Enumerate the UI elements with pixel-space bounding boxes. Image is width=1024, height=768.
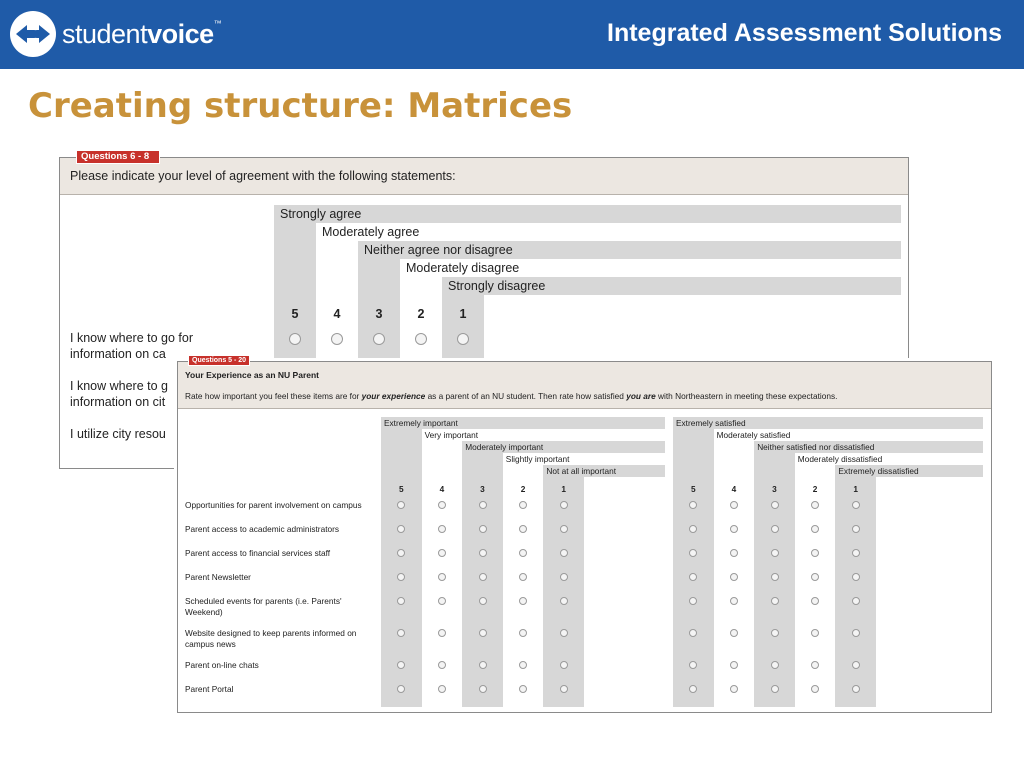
scale-label-2: Moderately dissatisfied bbox=[795, 453, 983, 465]
statement-label bbox=[185, 684, 380, 695]
rating-radio-2[interactable] bbox=[811, 501, 819, 509]
scale-label-3: Neither satisfied nor dissatisfied bbox=[754, 441, 983, 453]
rating-radio-1[interactable] bbox=[852, 685, 860, 693]
rating-radio-2[interactable] bbox=[519, 685, 527, 693]
scale-label-1: Strongly disagree bbox=[442, 277, 901, 295]
question-range-tag: Questions 5 - 20 bbox=[188, 355, 250, 366]
scale-number-1: 1 bbox=[459, 307, 467, 321]
header-banner bbox=[0, 0, 1024, 69]
rating-radio-4[interactable] bbox=[730, 501, 738, 509]
rating-radio-2[interactable] bbox=[415, 333, 427, 345]
scale-label-3: Neither agree nor disagree bbox=[358, 241, 901, 259]
rating-radio-1[interactable] bbox=[560, 549, 568, 557]
rating-radio-4[interactable] bbox=[438, 573, 446, 581]
rating-radio-3[interactable] bbox=[771, 661, 779, 669]
statement-line-1: Website designed to keep parents informed on bbox=[185, 628, 357, 638]
rating-radio-1[interactable] bbox=[560, 597, 568, 605]
rating-radio-3[interactable] bbox=[479, 549, 487, 557]
scale-number-3: 3 bbox=[772, 484, 777, 494]
rating-radio-1[interactable] bbox=[852, 549, 860, 557]
rating-radio-3[interactable] bbox=[479, 629, 487, 637]
rating-radio-4[interactable] bbox=[438, 525, 446, 533]
rating-radio-2[interactable] bbox=[519, 597, 527, 605]
scale-label-2: Slightly important bbox=[503, 453, 665, 465]
statement-line-1: Parent access to financial services staff bbox=[185, 548, 331, 558]
scale-label-1: Extremely dissatisfied bbox=[835, 465, 983, 477]
scale-number-5: 5 bbox=[291, 307, 299, 321]
survey-panel-experience bbox=[177, 361, 992, 713]
rating-radio-2[interactable] bbox=[811, 685, 819, 693]
rating-radio-2[interactable] bbox=[811, 549, 819, 557]
statement-label bbox=[185, 660, 380, 671]
rating-radio-2[interactable] bbox=[811, 629, 819, 637]
studentvoice-logo bbox=[10, 10, 221, 58]
rating-radio-1[interactable] bbox=[852, 525, 860, 533]
panel-header bbox=[178, 362, 991, 409]
rating-radio-2[interactable] bbox=[519, 573, 527, 581]
rating-radio-3[interactable] bbox=[771, 549, 779, 557]
rating-radio-4[interactable] bbox=[730, 685, 738, 693]
rating-radio-3[interactable] bbox=[771, 525, 779, 533]
rating-radio-2[interactable] bbox=[519, 661, 527, 669]
rating-radio-1[interactable] bbox=[560, 525, 568, 533]
rating-radio-1[interactable] bbox=[852, 629, 860, 637]
rating-radio-4[interactable] bbox=[331, 333, 343, 345]
rating-radio-3[interactable] bbox=[771, 573, 779, 581]
scale-number-3: 3 bbox=[480, 484, 485, 494]
statement-line-2: campus news bbox=[185, 638, 236, 649]
rating-radio-2[interactable] bbox=[811, 597, 819, 605]
rating-radio-1[interactable] bbox=[852, 573, 860, 581]
scale-number-4: 4 bbox=[333, 307, 341, 321]
rating-radio-3[interactable] bbox=[479, 685, 487, 693]
rating-radio-3[interactable] bbox=[479, 501, 487, 509]
panel-instruction bbox=[185, 391, 837, 401]
scale-number-2: 2 bbox=[417, 307, 425, 321]
statement-label bbox=[185, 548, 380, 559]
statement-label bbox=[185, 500, 380, 511]
rating-radio-3[interactable] bbox=[479, 525, 487, 533]
scale-number-3: 3 bbox=[375, 307, 383, 321]
scale-label-1: Not at all important bbox=[543, 465, 665, 477]
rating-radio-2[interactable] bbox=[519, 525, 527, 533]
rating-radio-1[interactable] bbox=[560, 629, 568, 637]
statement-label bbox=[185, 524, 380, 535]
rating-radio-1[interactable] bbox=[560, 661, 568, 669]
scale-label-4: Moderately agree bbox=[316, 223, 901, 241]
statement-line-1: I utilize city resou bbox=[70, 427, 166, 441]
rating-radio-1[interactable] bbox=[560, 501, 568, 509]
scale-label-3: Moderately important bbox=[462, 441, 665, 453]
rating-radio-1[interactable] bbox=[852, 597, 860, 605]
scale-label-2: Moderately disagree bbox=[400, 259, 901, 277]
question-range-tag: Questions 6 - 8 bbox=[76, 150, 160, 164]
rating-radio-3[interactable] bbox=[479, 661, 487, 669]
rating-radio-1[interactable] bbox=[852, 501, 860, 509]
rating-radio-3[interactable] bbox=[771, 501, 779, 509]
rating-radio-4[interactable] bbox=[730, 549, 738, 557]
statement-line-1: Parent Portal bbox=[185, 684, 234, 694]
statement-line-1: I know where to go for bbox=[70, 331, 193, 345]
statement-line-2: information on cit bbox=[70, 395, 166, 409]
logo-arrow-icon bbox=[10, 11, 56, 57]
rating-radio-2[interactable] bbox=[519, 501, 527, 509]
scale-label-5: Extremely important bbox=[381, 417, 665, 429]
statement-line-1: Opportunities for parent involvement on campus bbox=[185, 500, 362, 510]
logo-text-light: student bbox=[62, 18, 148, 49]
slide-title: Creating structure: Matrices bbox=[28, 86, 573, 126]
rating-radio-4[interactable] bbox=[438, 685, 446, 693]
statement-label bbox=[185, 572, 380, 583]
panel-header bbox=[60, 158, 908, 195]
rating-radio-1[interactable] bbox=[852, 661, 860, 669]
rating-radio-3[interactable] bbox=[373, 333, 385, 345]
scale-number-1: 1 bbox=[561, 484, 566, 494]
rating-radio-2[interactable] bbox=[811, 525, 819, 533]
scale-number-4: 4 bbox=[731, 484, 737, 494]
scale-label-4: Moderately satisfied bbox=[714, 429, 983, 441]
instruction-text-end: with Northeastern in meeting these expectations. bbox=[655, 391, 838, 401]
scale-number-5: 5 bbox=[398, 484, 404, 494]
banner-title: Integrated Assessment Solutions bbox=[607, 19, 1002, 47]
instruction-text-middle: as a parent of an NU student. Then rate how satisfied bbox=[425, 391, 627, 401]
rating-radio-4[interactable] bbox=[438, 597, 446, 605]
rating-radio-2[interactable] bbox=[519, 629, 527, 637]
statement-line-1: Scheduled events for parents (i.e. Parents' bbox=[185, 596, 342, 606]
rating-radio-4[interactable] bbox=[730, 629, 738, 637]
logo-text-bold: voice bbox=[147, 18, 214, 49]
instruction-text-start: Rate how important you feel these items are for bbox=[185, 391, 362, 401]
scale-label-4: Very important bbox=[422, 429, 665, 441]
statement-line-1: I know where to g bbox=[70, 379, 168, 393]
statement-line-2: Weekend) bbox=[185, 606, 223, 617]
rating-radio-4[interactable] bbox=[438, 549, 446, 557]
rating-radio-1[interactable] bbox=[457, 333, 469, 345]
rating-radio-4[interactable] bbox=[730, 597, 738, 605]
instruction-emphasis-you-are: you are bbox=[626, 391, 656, 401]
panel-instruction: Please indicate your level of agreement with the following statements: bbox=[70, 169, 456, 183]
scale-label-5: Extremely satisfied bbox=[673, 417, 983, 429]
statement-line-1: Parent on-line chats bbox=[185, 660, 259, 670]
panel-heading: Your Experience as an NU Parent bbox=[185, 370, 320, 380]
instruction-emphasis-experience: your experience bbox=[361, 391, 426, 401]
statement-line-2: information on ca bbox=[70, 347, 166, 361]
rating-radio-3[interactable] bbox=[771, 597, 779, 605]
statement-label bbox=[185, 628, 380, 649]
rating-radio-4[interactable] bbox=[730, 573, 738, 581]
rating-radio-3[interactable] bbox=[479, 597, 487, 605]
scale-number-2: 2 bbox=[520, 484, 526, 494]
scale-number-5: 5 bbox=[690, 484, 696, 494]
rating-radio-4[interactable] bbox=[438, 661, 446, 669]
rating-radio-2[interactable] bbox=[519, 549, 527, 557]
rating-radio-2[interactable] bbox=[811, 661, 819, 669]
statement-line-1: Parent access to academic administrators bbox=[185, 524, 340, 534]
rating-radio-3[interactable] bbox=[771, 629, 779, 637]
statement-label bbox=[185, 596, 380, 617]
rating-radio-4[interactable] bbox=[438, 629, 446, 637]
scale-number-1: 1 bbox=[853, 484, 858, 494]
rating-radio-3[interactable] bbox=[771, 685, 779, 693]
scale-number-4: 4 bbox=[439, 484, 445, 494]
rating-radio-4[interactable] bbox=[730, 661, 738, 669]
rating-radio-4[interactable] bbox=[438, 501, 446, 509]
logo-trademark: ™ bbox=[213, 18, 222, 28]
scale-label-5: Strongly agree bbox=[274, 205, 901, 223]
rating-radio-5[interactable] bbox=[289, 333, 301, 345]
rating-radio-1[interactable] bbox=[560, 685, 568, 693]
rating-radio-4[interactable] bbox=[730, 525, 738, 533]
statement-line-1: Parent Newsletter bbox=[185, 572, 251, 582]
scale-number-2: 2 bbox=[812, 484, 818, 494]
rating-radio-3[interactable] bbox=[479, 573, 487, 581]
rating-radio-2[interactable] bbox=[811, 573, 819, 581]
rating-radio-1[interactable] bbox=[560, 573, 568, 581]
